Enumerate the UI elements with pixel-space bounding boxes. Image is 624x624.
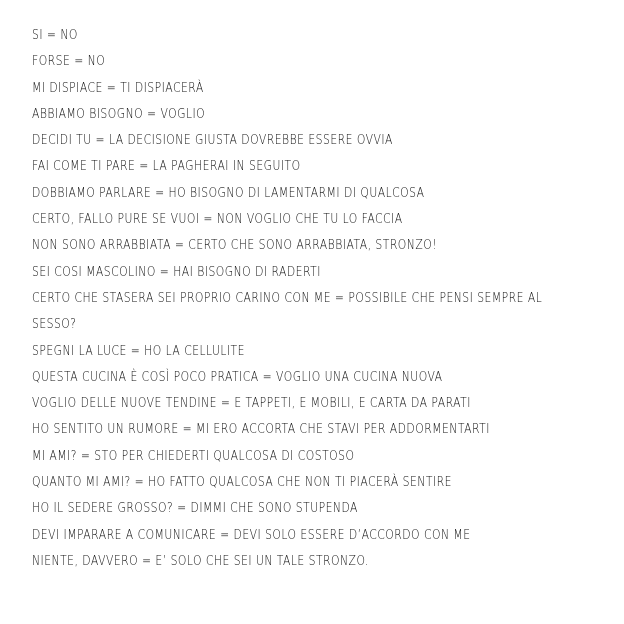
text-line: CERTO, FALLO PURE SE VUOI = NON VOGLIO CHE TU LO FACCIA <box>32 211 403 228</box>
text-line: QUESTA CUCINA È COSÌ POCO PRATICA = VOGLIO UNA CUCINA NUOVA <box>32 368 443 385</box>
text-line: MI AMI? = STO PER CHIEDERTI QUALCOSA DI COSTOSO <box>32 447 355 464</box>
text-document <box>32 22 612 574</box>
text-line: HO SENTITO UN RUMORE = MI ERO ACCORTA CHE STAVI PER ADDORMENTARTI <box>32 421 490 438</box>
text-line: QUANTO MI AMI? = HO FATTO QUALCOSA CHE NON TI PIACERÀ SENTIRE <box>32 474 452 491</box>
text-line: SESSO? <box>32 316 77 333</box>
text-line: DOBBIAMO PARLARE = HO BISOGNO DI LAMENTARMI DI QUALCOSA <box>32 184 425 201</box>
text-line: FAI COME TI PARE = LA PAGHERAI IN SEGUITO <box>32 158 301 175</box>
text-line: DECIDI TU = LA DECISIONE GIUSTA DOVREBBE ESSERE OVVIA <box>32 132 393 149</box>
text-line: VOGLIO DELLE NUOVE TENDINE = E TAPPETI, E MOBILI, E CARTA DA PARATI <box>32 395 471 412</box>
text-line: SPEGNI LA LUCE = HO LA CELLULITE <box>32 342 245 359</box>
text-line: SEI COSI MASCOLINO = HAI BISOGNO DI RADERTI <box>32 263 321 280</box>
text-line: SI = NO <box>32 27 78 43</box>
text-line: HO IL SEDERE GROSSO? = DIMMI CHE SONO STUPENDA <box>32 500 358 517</box>
text-line: NON SONO ARRABBIATA = CERTO CHE SONO ARRABBIATA, STRONZO! <box>32 237 438 254</box>
text-line: DEVI IMPARARE A COMUNICARE = DEVI SOLO ESSERE D’ACCORDO CON ME <box>32 526 471 543</box>
text-line: ABBIAMO BISOGNO = VOGLIO <box>32 105 206 122</box>
text-line: CERTO CHE STASERA SEI PROPRIO CARINO CON ME = POSSIBILE CHE PENSI SEMPRE AL <box>32 289 543 306</box>
text-line: MI DISPIACE = TI DISPIACERÀ <box>32 79 204 96</box>
text-line: NIENTE, DAVVERO = E’ SOLO CHE SEI UN TALE STRONZO. <box>32 552 369 569</box>
text-line: FORSE = NO <box>32 53 106 70</box>
